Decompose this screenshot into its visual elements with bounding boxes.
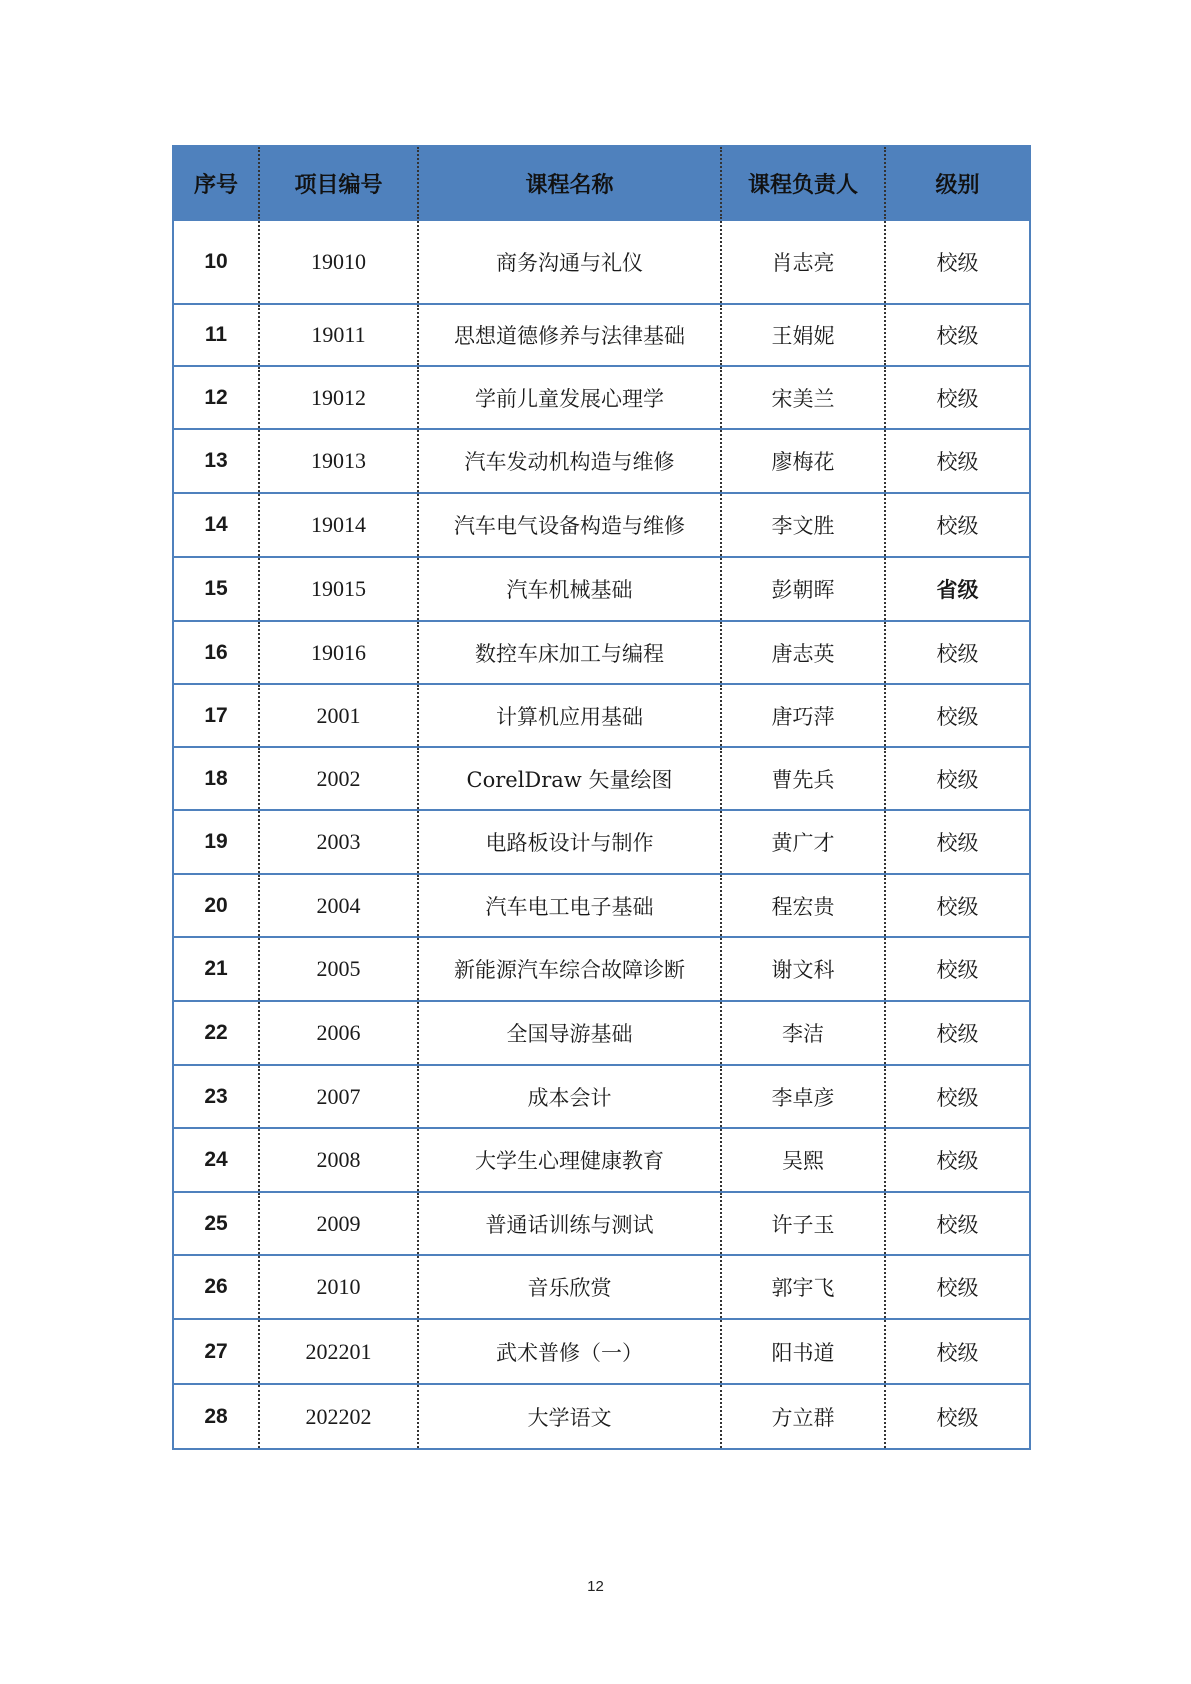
cell-course-name: 汽车电工电子基础 bbox=[418, 874, 721, 937]
cell-serial-number: 27 bbox=[173, 1319, 259, 1384]
cell-serial-number: 16 bbox=[173, 621, 259, 684]
cell-level: 校级 bbox=[885, 1319, 1030, 1384]
cell-project-code: 2004 bbox=[259, 874, 418, 937]
cell-course-name: 商务沟通与礼仪 bbox=[418, 220, 721, 304]
header-cell-no: 序号 bbox=[173, 146, 259, 220]
cell-course-lead: 许子玉 bbox=[721, 1192, 885, 1255]
header-cell-lead: 课程负责人 bbox=[721, 146, 885, 220]
table-row bbox=[173, 684, 1030, 747]
cell-course-name: 成本会计 bbox=[418, 1065, 721, 1128]
cell-course-name: 音乐欣赏 bbox=[418, 1255, 721, 1319]
cell-level: 校级 bbox=[885, 304, 1030, 366]
cell-course-lead: 唐巧萍 bbox=[721, 684, 885, 747]
cell-project-code: 19015 bbox=[259, 557, 418, 621]
cell-serial-number: 11 bbox=[173, 304, 259, 366]
table-row bbox=[173, 1192, 1030, 1255]
table-row bbox=[173, 937, 1030, 1001]
cell-project-code: 2003 bbox=[259, 810, 418, 874]
cell-serial-number: 24 bbox=[173, 1128, 259, 1192]
table-row bbox=[173, 493, 1030, 557]
table-row bbox=[173, 1065, 1030, 1128]
cell-course-name: CorelDraw 矢量绘图 bbox=[418, 747, 721, 810]
cell-level: 校级 bbox=[885, 429, 1030, 493]
cell-course-lead: 郭宇飞 bbox=[721, 1255, 885, 1319]
cell-level: 校级 bbox=[885, 747, 1030, 810]
table-row bbox=[173, 621, 1030, 684]
cell-serial-number: 12 bbox=[173, 366, 259, 429]
cell-project-code: 19013 bbox=[259, 429, 418, 493]
cell-course-lead: 程宏贵 bbox=[721, 874, 885, 937]
cell-course-lead: 唐志英 bbox=[721, 621, 885, 684]
cell-serial-number: 23 bbox=[173, 1065, 259, 1128]
cell-course-lead: 廖梅花 bbox=[721, 429, 885, 493]
table-row bbox=[173, 304, 1030, 366]
cell-course-name: 汽车发动机构造与维修 bbox=[418, 429, 721, 493]
cell-course-name: 大学语文 bbox=[418, 1384, 721, 1449]
cell-course-name: 数控车床加工与编程 bbox=[418, 621, 721, 684]
cell-course-lead: 谢文科 bbox=[721, 937, 885, 1001]
cell-project-code: 202201 bbox=[259, 1319, 418, 1384]
cell-course-name: 汽车机械基础 bbox=[418, 557, 721, 621]
cell-serial-number: 14 bbox=[173, 493, 259, 557]
header-cell-course: 课程名称 bbox=[418, 146, 721, 220]
cell-level: 校级 bbox=[885, 1384, 1030, 1449]
table-row bbox=[173, 1255, 1030, 1319]
cell-course-name: 计算机应用基础 bbox=[418, 684, 721, 747]
cell-project-code: 202202 bbox=[259, 1384, 418, 1449]
cell-level: 校级 bbox=[885, 366, 1030, 429]
cell-level: 校级 bbox=[885, 1192, 1030, 1255]
table-row bbox=[173, 557, 1030, 621]
cell-level: 校级 bbox=[885, 493, 1030, 557]
cell-course-lead: 李文胜 bbox=[721, 493, 885, 557]
table-row bbox=[173, 429, 1030, 493]
page-number: 12 bbox=[587, 1578, 604, 1595]
cell-level: 校级 bbox=[885, 810, 1030, 874]
cell-level: 校级 bbox=[885, 1128, 1030, 1192]
cell-serial-number: 26 bbox=[173, 1255, 259, 1319]
cell-level: 校级 bbox=[885, 1065, 1030, 1128]
cell-project-code: 2006 bbox=[259, 1001, 418, 1065]
cell-level: 省级 bbox=[885, 557, 1030, 621]
table-header bbox=[173, 146, 1030, 220]
cell-project-code: 2001 bbox=[259, 684, 418, 747]
cell-project-code: 19011 bbox=[259, 304, 418, 366]
course-table bbox=[172, 145, 1031, 1450]
cell-course-name: 新能源汽车综合故障诊断 bbox=[418, 937, 721, 1001]
table-row bbox=[173, 1319, 1030, 1384]
cell-course-lead: 肖志亮 bbox=[721, 220, 885, 304]
table-row bbox=[173, 1128, 1030, 1192]
cell-course-name: 武术普修（一） bbox=[418, 1319, 721, 1384]
cell-project-code: 19016 bbox=[259, 621, 418, 684]
cell-serial-number: 25 bbox=[173, 1192, 259, 1255]
cell-serial-number: 28 bbox=[173, 1384, 259, 1449]
cell-course-name: 思想道德修养与法律基础 bbox=[418, 304, 721, 366]
cell-project-code: 2009 bbox=[259, 1192, 418, 1255]
cell-course-lead: 李洁 bbox=[721, 1001, 885, 1065]
cell-course-name: 汽车电气设备构造与维修 bbox=[418, 493, 721, 557]
cell-course-lead: 王娟妮 bbox=[721, 304, 885, 366]
cell-level: 校级 bbox=[885, 621, 1030, 684]
table-body bbox=[173, 220, 1030, 1449]
cell-level: 校级 bbox=[885, 220, 1030, 304]
cell-course-name: 学前儿童发展心理学 bbox=[418, 366, 721, 429]
table-row bbox=[173, 220, 1030, 304]
cell-project-code: 2007 bbox=[259, 1065, 418, 1128]
cell-course-lead: 彭朝晖 bbox=[721, 557, 885, 621]
cell-serial-number: 20 bbox=[173, 874, 259, 937]
cell-project-code: 19012 bbox=[259, 366, 418, 429]
cell-serial-number: 10 bbox=[173, 220, 259, 304]
cell-project-code: 2010 bbox=[259, 1255, 418, 1319]
cell-project-code: 2002 bbox=[259, 747, 418, 810]
cell-level: 校级 bbox=[885, 684, 1030, 747]
table-row bbox=[173, 874, 1030, 937]
cell-course-lead: 吴熙 bbox=[721, 1128, 885, 1192]
cell-serial-number: 13 bbox=[173, 429, 259, 493]
table-row bbox=[173, 1384, 1030, 1449]
cell-course-lead: 阳书道 bbox=[721, 1319, 885, 1384]
cell-project-code: 2005 bbox=[259, 937, 418, 1001]
cell-course-name: 大学生心理健康教育 bbox=[418, 1128, 721, 1192]
cell-course-lead: 宋美兰 bbox=[721, 366, 885, 429]
cell-level: 校级 bbox=[885, 1255, 1030, 1319]
header-cell-code: 项目编号 bbox=[259, 146, 418, 220]
cell-level: 校级 bbox=[885, 874, 1030, 937]
cell-course-lead: 曹先兵 bbox=[721, 747, 885, 810]
cell-serial-number: 17 bbox=[173, 684, 259, 747]
cell-project-code: 2008 bbox=[259, 1128, 418, 1192]
cell-course-name: 全国导游基础 bbox=[418, 1001, 721, 1065]
cell-course-name: 普通话训练与测试 bbox=[418, 1192, 721, 1255]
cell-serial-number: 18 bbox=[173, 747, 259, 810]
cell-serial-number: 21 bbox=[173, 937, 259, 1001]
cell-course-lead: 方立群 bbox=[721, 1384, 885, 1449]
header-row bbox=[173, 146, 1030, 220]
cell-serial-number: 19 bbox=[173, 810, 259, 874]
cell-course-name: 电路板设计与制作 bbox=[418, 810, 721, 874]
cell-level: 校级 bbox=[885, 937, 1030, 1001]
cell-serial-number: 15 bbox=[173, 557, 259, 621]
table-row bbox=[173, 747, 1030, 810]
cell-project-code: 19010 bbox=[259, 220, 418, 304]
cell-level: 校级 bbox=[885, 1001, 1030, 1065]
cell-course-lead: 黄广才 bbox=[721, 810, 885, 874]
header-cell-level: 级别 bbox=[885, 146, 1030, 220]
cell-serial-number: 22 bbox=[173, 1001, 259, 1065]
cell-course-lead: 李卓彦 bbox=[721, 1065, 885, 1128]
table-row bbox=[173, 810, 1030, 874]
table-row bbox=[173, 1001, 1030, 1065]
cell-project-code: 19014 bbox=[259, 493, 418, 557]
table-row bbox=[173, 366, 1030, 429]
